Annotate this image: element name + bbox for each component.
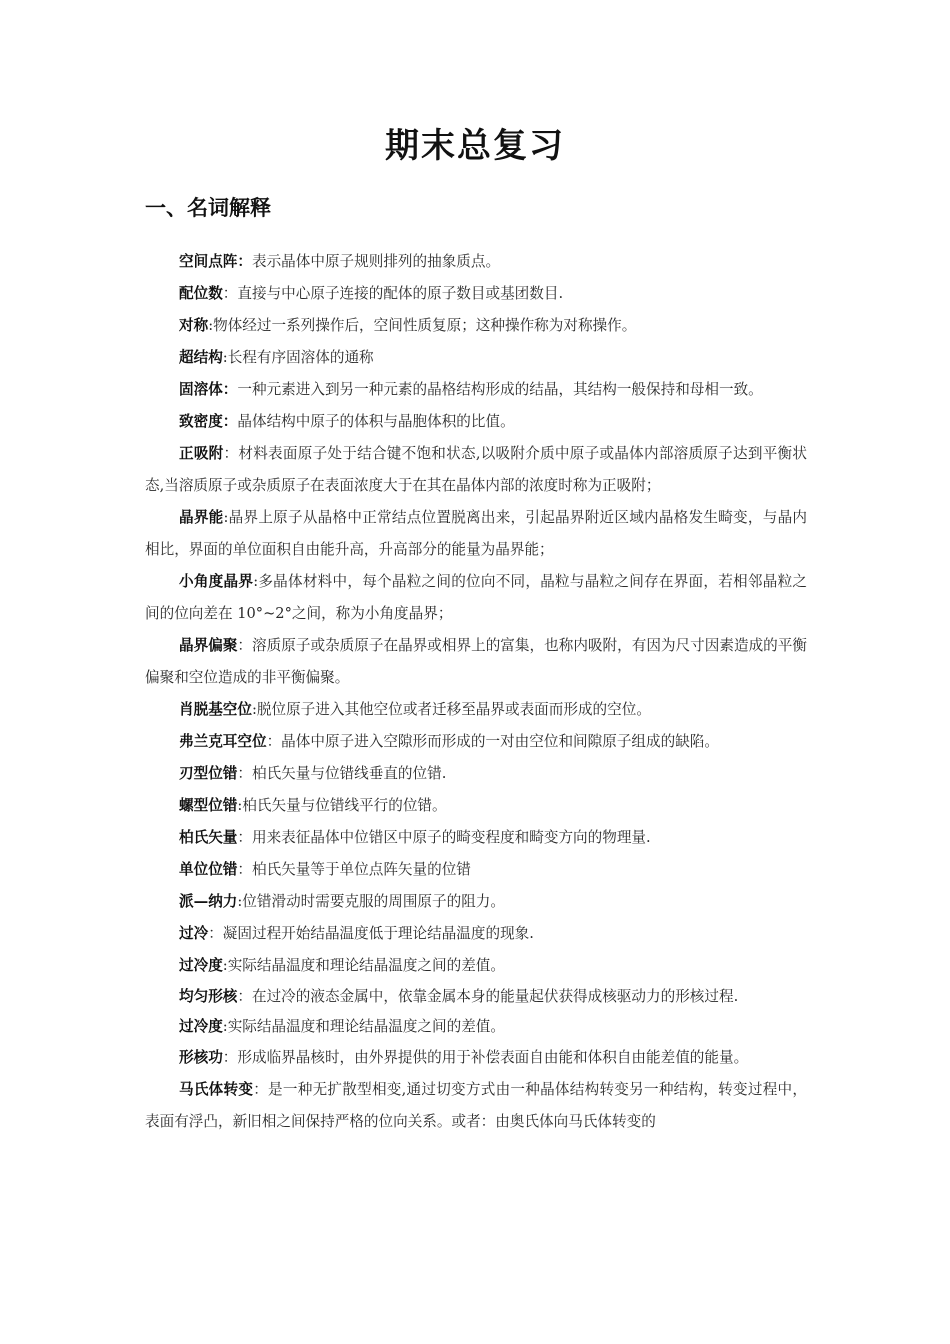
definition-text: ：直接与中心原子连接的配体的原子数目或基团数目. [222,285,564,302]
definition-term: 空间点阵： [179,253,252,270]
definition-term: 均匀形核 [179,988,238,1005]
definition-term: 马氏体转变 [179,1081,254,1098]
definition-term: 形核功 [179,1049,223,1066]
definition-term: 配位数 [179,285,223,302]
definition-text: ：凝固过程开始结晶温度低于理论结晶温度的现象. [208,925,534,942]
definition-entry [145,246,807,278]
definition-text: ：形成临界晶核时，由外界提供的用于补偿表面自由能和体积自由能差值的能量。 [222,1049,749,1066]
definition-text: ：用来表征晶体中位错区中原子的畸变程度和畸变方向的物理量. [237,829,651,846]
page-title: 期末总复习 [385,126,565,166]
definition-term: 螺型位错 [179,797,238,814]
definition-entry [145,406,807,438]
definition-entry [145,374,807,406]
definition-entry [145,758,807,790]
definition-text: ：柏氏矢量等于单位点阵矢量的位错 [237,861,471,878]
definition-term: 晶界能 [179,509,224,526]
definition-term: 致密度： [179,413,238,430]
definition-list [145,246,807,1138]
definition-entry [145,694,807,726]
definition-term: 晶界偏聚 [179,637,238,654]
definition-text: :实际结晶温度和理论结晶温度之间的差值。 [222,957,505,974]
definition-entry [145,278,807,310]
definition-term: 过冷度 [179,1018,223,1035]
definition-entry [145,1074,807,1138]
definition-term: 固溶体： [179,381,238,398]
definition-entry [145,918,807,950]
definition-text: :位错滑动时需要克服的周围原子的阻力。 [237,893,505,910]
definition-entry [145,886,807,918]
definition-entry [145,982,807,1012]
definition-text: :柏氏矢量与位错线平行的位错。 [237,797,447,814]
definition-term: 弗兰克耳空位 [179,733,267,750]
definition-entry [145,438,807,502]
definition-entry [145,950,807,982]
definition-term: 小角度晶界 [179,573,254,590]
definition-text: :脱位原子进入其他空位或者迁移至晶界或表面而形成的空位。 [251,701,651,718]
definition-entry [145,1012,807,1042]
definition-entry [145,630,807,694]
definition-text: :物体经过一系列操作后，空间性质复原；这种操作称为对称操作。 [208,317,637,334]
definition-text: :实际结晶温度和理论结晶温度之间的差值。 [222,1018,505,1035]
definition-term: 过冷 [179,925,209,942]
definition-text: ：材料表面原子处于结合键不饱和状态,以吸附介质中原子或晶体内部溶质原子达到平衡状态,当溶质原子或杂质原子在表面浓度大于在其在晶体内部的浓度时称为正吸附； [145,445,807,494]
section-heading: 一、名词解释 [145,196,271,220]
definition-entry [145,854,807,886]
definition-entry [145,342,807,374]
definition-text: ：晶体中原子进入空隙形而形成的一对由空位和间隙原子组成的缺陷。 [266,733,719,750]
definition-entry [145,310,807,342]
definition-term: 单位位错 [179,861,238,878]
definition-text: :长程有序固溶体的通称 [222,349,374,366]
definition-text: 晶体结构中原子的体积与晶胞体积的比值。 [237,413,515,430]
definition-entry [145,1042,807,1074]
definition-entry [145,822,807,854]
definition-term: 派—纳力 [179,893,238,910]
definition-text: 一种元素进入到另一种元素的晶格结构形成的结晶，其结构一般保持和母相一致。 [237,381,763,398]
definition-text: ：溶质原子或杂质原子在晶界或相界上的富集，也称内吸附，有因为尺寸因素造成的平衡偏聚和空位造成的非平衡偏聚。 [145,637,807,686]
definition-text: ：柏氏矢量与位错线垂直的位错. [237,765,447,782]
definition-term: 正吸附 [179,445,224,462]
definition-term: 过冷度 [179,957,223,974]
definition-text: :晶界上原子从晶格中正常结点位置脱离出来，引起晶界附近区域内晶格发生畸变，与晶内相比，界面的单位面积自由能升高，升高部分的能量为晶界能； [145,509,807,558]
definition-text: ：在过冷的液态金属中，依靠金属本身的能量起伏获得成核驱动力的形核过程. [237,988,739,1005]
definition-term: 柏氏矢量 [179,829,238,846]
definition-term: 超结构 [179,349,223,366]
definition-entry [145,790,807,822]
definition-term: 肖脱基空位 [179,701,252,718]
definition-entry [145,566,807,630]
definition-term: 对称 [179,317,209,334]
definition-entry [145,502,807,566]
definition-term: 刃型位错 [179,765,238,782]
definition-text: 表示晶体中原子规则排列的抽象质点。 [251,253,501,270]
definition-text: ：是一种无扩散型相变,通过切变方式由一种晶体结构转变另一种结构，转变过程中，表面有浮凸，新旧相之间保持严格的位向关系。或者：由奥氏体向马氏体转变的 [145,1081,807,1130]
definition-text: :多晶体材料中，每个晶粒之间的位向不同，晶粒与晶粒之间存在界面，若相邻晶粒之间的位向差在 10°~2°之间，称为小角度晶界； [145,573,807,622]
definition-entry [145,726,807,758]
